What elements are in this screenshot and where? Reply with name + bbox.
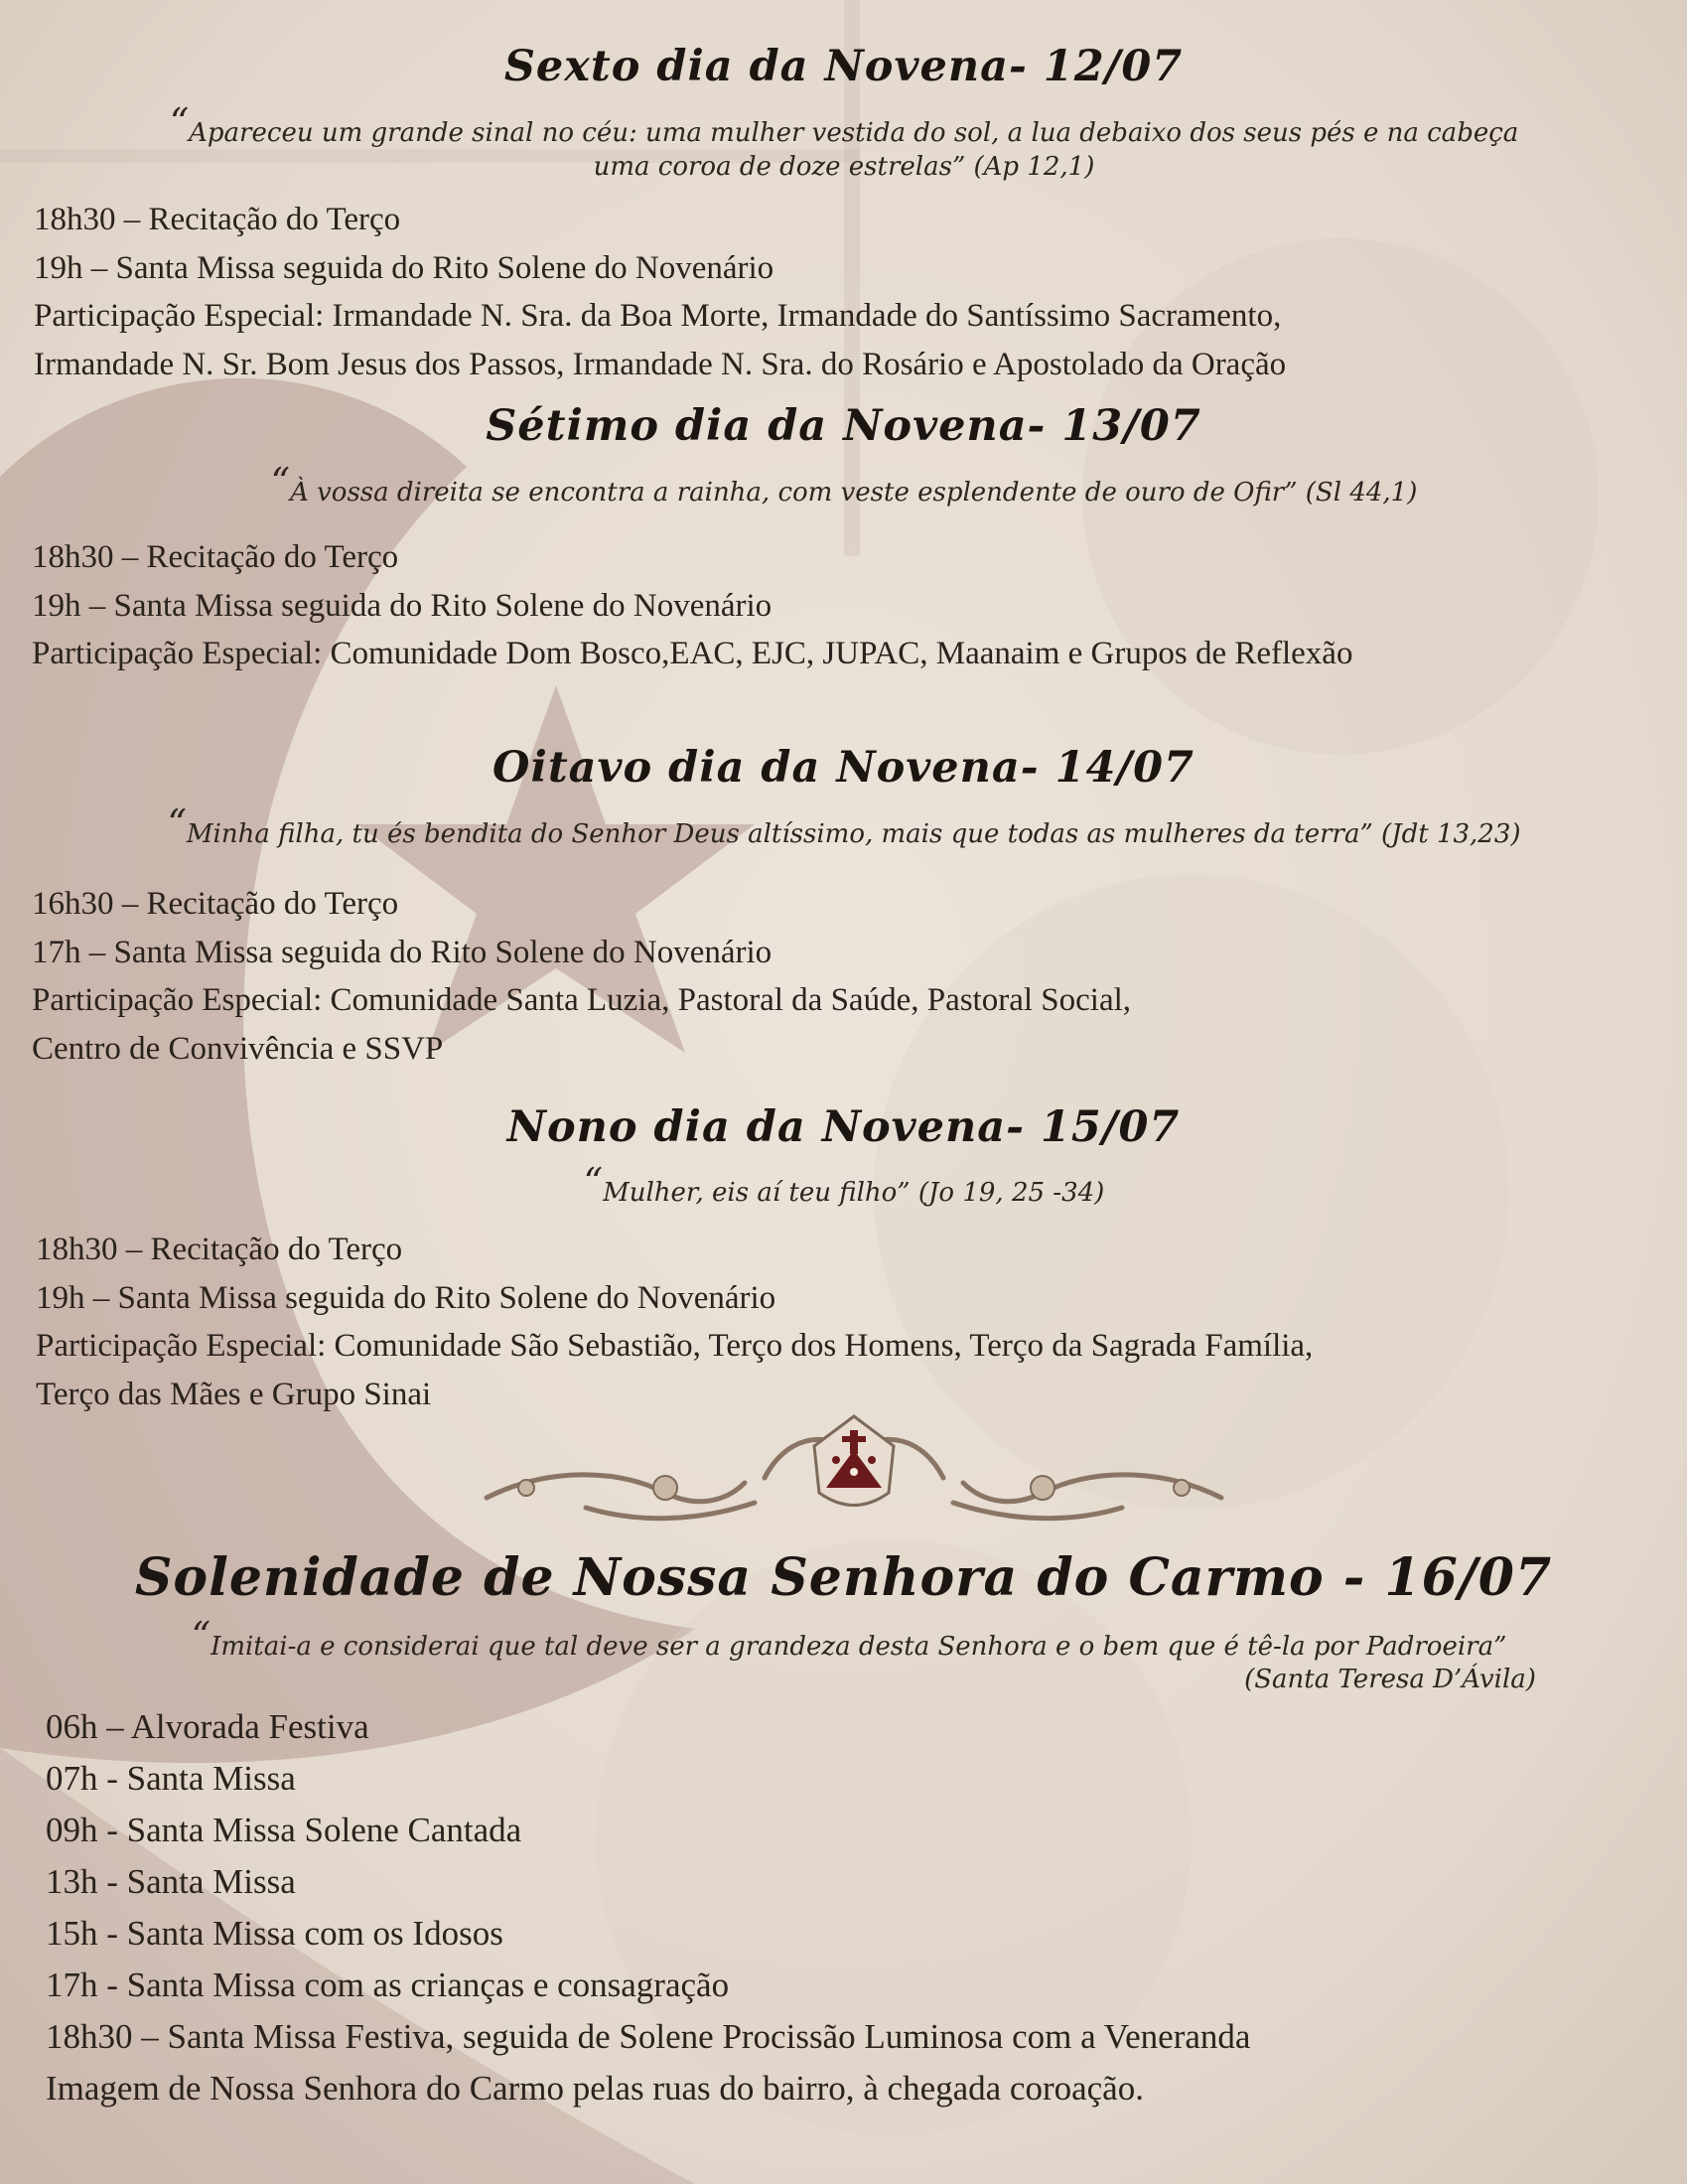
- carmelite-emblem-icon: [814, 1416, 894, 1506]
- schedule-line: 15h - Santa Missa com os Idosos: [46, 1914, 503, 1953]
- quote-text: À vossa direita se encontra a rainha, com veste esplendente de ouro de Ofir” (Sl 44,1): [290, 478, 1418, 508]
- quote-text: Imitai-a e considerai que tal deve ser a grandeza desta Senhora e o bem que é tê-la por Padroeira”: [211, 1632, 1507, 1662]
- schedule-line: 19h – Santa Missa seguida do Rito Solene do Novenário: [34, 249, 774, 286]
- schedule-line: 18h30 – Recitação do Terço: [36, 1232, 403, 1267]
- schedule-line: Participação Especial: Comunidade Santa Luzia, Pastoral da Saúde, Pastoral Social,: [32, 982, 1132, 1018]
- quote-mark: “: [169, 100, 190, 144]
- day-title: Nono dia da Novena- 15/07: [506, 1102, 1181, 1152]
- day-schedule: [32, 880, 1131, 1073]
- quote-mark: “: [583, 1160, 604, 1204]
- schedule-line: 07h - Santa Missa: [46, 1759, 296, 1798]
- schedule-line: Irmandade N. Sr. Bom Jesus dos Passos, Irmandade N. Sra. do Rosário e Apostolado da Oração: [34, 346, 1287, 382]
- schedule-line: Participação Especial: Comunidade Dom Bosco,EAC, EJC, JUPAC, Maanaim e Grupos de Reflexão: [32, 636, 1353, 671]
- day-quote: [348, 1160, 1340, 1210]
- quote-source: (Santa Teresa D’Ávila): [1244, 1665, 1536, 1694]
- schedule-line: 09h - Santa Missa Solene Cantada: [46, 1811, 522, 1849]
- quote-text: Mulher, eis aí teu filho” (Jo 19, 25 -34): [603, 1178, 1105, 1208]
- schedule-line: 16h30 – Recitação do Terço: [32, 886, 399, 922]
- quote-text: Apareceu um grande sinal no céu: uma mulher vestida do sol, a lua debaixo dos seus pés e na cabeça uma coroa de doze estrelas” (Ap 12,1): [189, 118, 1519, 182]
- schedule-line: Participação Especial: Irmandade N. Sra. da Boa Morte, Irmandade do Santíssimo Sacramento,: [34, 298, 1282, 334]
- schedule-line: 13h - Santa Missa: [46, 1862, 296, 1901]
- schedule-line: 19h – Santa Missa seguida do Rito Solene do Novenário: [32, 587, 773, 624]
- quote-text: Minha filha, tu és bendita do Senhor Deus altíssimo, mais que todas as mulheres da terra” (Jdt 13,23): [186, 819, 1521, 849]
- day-schedule: [36, 1226, 1313, 1418]
- day-schedule: [34, 196, 1286, 388]
- ornament-scroll-icon: [467, 1408, 1241, 1528]
- day-schedule: [32, 533, 1352, 678]
- day-quote: [139, 100, 1549, 184]
- quote-mark: “: [191, 1614, 211, 1658]
- day-quote: [149, 460, 1539, 510]
- schedule-line: Participação Especial: Comunidade São Sebastião, Terço dos Homens, Terço da Sagrada Família,: [36, 1328, 1314, 1364]
- schedule-line: Terço das Mães e Grupo Sinai: [36, 1376, 432, 1412]
- solemnity-title: Solenidade de Nossa Senhora do Carmo - 16/07: [134, 1547, 1553, 1608]
- schedule-line: 17h – Santa Missa seguida do Rito Solene do Novenário: [32, 934, 773, 970]
- day-quote: [40, 801, 1648, 851]
- schedule-line: Imagem de Nossa Senhora do Carmo pelas ruas do bairro, à chegada coroação.: [46, 2069, 1144, 2108]
- quote-mark: “: [270, 460, 291, 504]
- day-title: Sexto dia da Novena- 12/07: [503, 42, 1184, 91]
- day-title: Oitavo dia da Novena- 14/07: [492, 743, 1195, 793]
- day-title: Sétimo dia da Novena- 13/07: [486, 401, 1201, 451]
- solemnity-quote: [40, 1614, 1658, 1664]
- quote-mark: “: [167, 801, 187, 845]
- schedule-line: Centro de Convivência e SSVP: [32, 1030, 444, 1067]
- schedule-line: 06h – Alvorada Festiva: [46, 1707, 369, 1746]
- solemnity-schedule: [46, 1701, 1250, 2114]
- schedule-line: 18h30 – Santa Missa Festiva, seguida de Solene Procissão Luminosa com a Veneranda: [46, 2017, 1251, 2056]
- schedule-line: 18h30 – Recitação do Terço: [34, 202, 401, 237]
- schedule-line: 17h - Santa Missa com as crianças e consagração: [46, 1966, 730, 2004]
- schedule-line: 18h30 – Recitação do Terço: [32, 539, 399, 575]
- schedule-line: 19h – Santa Missa seguida do Rito Solene do Novenário: [36, 1279, 776, 1316]
